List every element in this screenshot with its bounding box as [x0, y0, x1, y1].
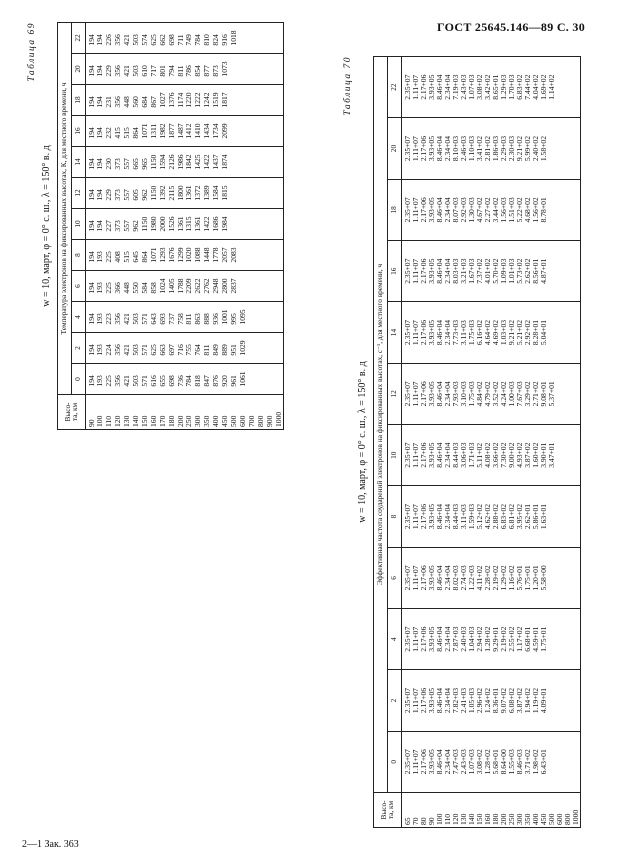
table-69 — [28, 22, 284, 430]
column-header: 18 — [71, 85, 85, 116]
data-column: 194 194 227 373 557 962 1150 1980 2000 1526 1361 1315 1361 1422 1686 1984 — [86, 216, 230, 232]
column-header: 10 — [71, 209, 85, 240]
data-column: 2.35+07 1.11+07 2.17+06 3.93+05 8.46+04 2.34+04 7.87+03 2.40+03 1.04+03 2.94+02 1.28+02 9.29+01 2.19+02 2.55+02 1.17+02 6.68+01 4.59+01 1.75+01 — [402, 626, 548, 652]
height-header: Высо- та, км — [373, 793, 401, 828]
column-header: 4 — [387, 609, 401, 670]
column-header: 12 — [387, 363, 401, 424]
data-column: 2.35+07 1.11+07 2.17+06 3.93+05 8.46+04 2.34+04 7.73+03 3.11+03 1.75+03 6.16+02 4.64+02 4.69+02 1.03+03 9.21+02 5.21+02 2.92+02 8.28+01 5.04+01 — [402, 319, 548, 346]
table-title: w = 10, март, φ = 0° с. ш., λ = 150° в. д — [356, 361, 368, 523]
column-header: 4 — [71, 302, 85, 333]
column-header: 22 — [387, 57, 401, 118]
data-column: 194 193 225 366 448 550 584 858 1024 1405 1788 2209 2622 2762 2948 2800 2837 — [86, 278, 238, 294]
table-caption: Таблица 69 — [27, 22, 37, 82]
column-header: 12 — [71, 178, 85, 209]
data-column: 194 193 224 356 421 503 571 625 663 697 716 755 764 811 849 889 951 1029 — [86, 340, 247, 356]
column-header: 18 — [387, 179, 401, 240]
column-header: 6 — [387, 547, 401, 608]
data-column: 2.35+07 1.11+07 2.17+06 3.93+05 8.46+04 2.34+04 7.93+03 3.10+03 1.75+03 4.84+02 4.79+02 3.52+02 4.24+02 1.00+03 7.67+03 3.29+02 2.71+02 9.08+01 5.37+01 — [402, 381, 556, 407]
column-header: 22 — [71, 23, 85, 54]
column-header: 2 — [71, 333, 85, 364]
page-footer: 2—1 Зак. 363 — [22, 839, 79, 850]
table-row — [85, 23, 284, 430]
data-column: 2.35+07 1.11+07 2.17+06 3.93+05 8.46+04 2.34+04 8.07+03 2.92+03 1.30+03 4.67+02 2.27+02 3.44+02 1.56+03 1.51+03 5.22+02 4.68+02 1.56+02 8.78+01 — [402, 197, 548, 223]
column-header: 14 — [71, 147, 85, 178]
data-column: 2.35+07 1.11+07 2.17+06 3.93+05 8.46+04 2.34+04 7.19+03 2.43+03 1.07+03 3.08+02 3.42+02 8.65+01 1.29+03 1.70+03 6.83+02 7.44+02 4.04+02 1.69+02 1.14+02 — [402, 74, 556, 100]
data-column: 194 194 229 373 557 605 962 1150 1392 2115 1800 1361 1372 1389 1584 1815 — [86, 185, 230, 201]
data-column: 194 193 223 356 421 503 571 643 693 737 758 811 863 888 936 1001 995 1095 — [86, 309, 247, 325]
column-header: 16 — [387, 241, 401, 302]
data-column: 194 194 232 415 515 864 1071 1311 1982 1877 1487 1412 1410 1434 1734 2099 — [86, 123, 230, 139]
data-column: 194 194 230 373 557 665 965 1150 1594 2126 1986 1842 1425 1422 1437 1874 — [86, 154, 230, 170]
data-table — [373, 56, 581, 828]
data-column: 194 193 225 356 421 503 571 616 655 698 736 784 818 847 876 920 961 1061 — [86, 371, 247, 387]
data-column: 2.35+07 1.11+07 2.17+06 3.93+05 8.46+04 2.34+04 8.03+03 3.21+03 1.67+03 7.37+02 4.01+02 5.70+02 1.09+03 1.01+03 5.73+02 2.62+02 8.56+01 4.87+01 — [402, 258, 548, 284]
data-column: 2.35+07 1.11+07 2.17+06 3.93+05 8.46+04 2.34+04 8.10+03 2.46+03 1.10+03 3.41+02 2.81+02 1.86+03 2.29+03 2.30+03 9.21+02 5.99+02 2.40+02 1.58+02 — [402, 135, 548, 162]
column-header: 0 — [71, 364, 85, 395]
group-header: Температура электронов на фиксированных высотах, К, для местного времени, ч — [57, 23, 71, 395]
data-column: 194 194 231 356 448 560 684 867 1027 1376 1174 1220 1222 1242 1519 1817 — [86, 92, 230, 108]
data-column: 194 193 225 408 515 645 864 1071 1293 1676 1299 1020 1088 1448 1778 2057 2083 — [86, 247, 238, 263]
data-column: 194 194 229 356 421 503 610 717 801 794 811 786 854 877 873 1073 — [86, 61, 230, 77]
data-table — [57, 22, 285, 430]
column-header: 10 — [387, 425, 401, 486]
table-row — [401, 57, 580, 828]
table-title: w = 10, март, φ = 0° с. ш., λ = 150° в. д — [40, 145, 52, 307]
column-header: 8 — [71, 240, 85, 271]
data-column: 2.35+07 1.11+07 2.17+06 3.93+05 8.46+04 2.34+04 8.44+03 3.11+03 1.59+03 5.12+02 4.62+02 2.88+02 6.83+02 6.81+02 3.95+02 2.62+01 5.86+01 1.63+01 — [402, 503, 548, 530]
data-column: 194 194 226 356 421 503 574 625 662 698 711 749 784 810 824 916 1018 — [86, 30, 238, 46]
height-values: 90 100 110 120 130 140 150 160 170 180 200 250 300 350 400 450 500 600 700 800 900 1000 — [86, 411, 283, 427]
data-column: 2.35+07 1.11+07 2.17+06 3.93+05 8.46+04 2.34+04 8.44+03 3.06+03 1.71+03 5.11+02 4.08+02 3.66+02 7.30+02 9.00+02 4.93+02 3.87+02 1.60+02 3.90+01 3.47+01 — [402, 442, 556, 468]
column-header: 20 — [387, 118, 401, 179]
table-caption: Таблица 70 — [343, 56, 353, 116]
column-header: 8 — [387, 486, 401, 547]
column-header: 14 — [387, 302, 401, 363]
table-70 — [344, 56, 581, 828]
column-header: 2 — [387, 670, 401, 731]
height-values: 65 70 80 90 100 110 120 130 140 150 160 180 200 250 300 350 400 450 500 600 800 1000 — [402, 809, 580, 825]
data-column: 2.35+07 1.11+07 2.17+06 3.93+05 8.46+04 2.34+04 8.02+03 2.74+03 1.22+03 4.11+02 2.28+02 2.19+02 1.29+02 1.16+02 5.76+01 1.75+01 1.20+01 5.58+00 — [402, 565, 548, 591]
page-header: ГОСТ 25645.146—89 С. 30 — [436, 20, 585, 34]
data-column: 2.35+07 1.11+07 2.17+06 3.93+05 8.46+04 2.34+04 7.47+03 2.43+03 1.07+03 3.08+02 1.28+02 5.68+01 8.64+00 1.55+03 8.46+03 3.71+02 1.98+02 6.43+01 — [402, 749, 548, 775]
data-column: 2.35+07 1.11+07 2.17+06 3.93+05 8.46+04 2.34+04 7.82+03 2.41+03 1.05+03 2.96+02 1.24+02 8.36+01 9.07+02 6.08+02 3.87+02 1.94+02 1.19+02 4.09+01 — [402, 687, 548, 714]
height-header: Высо- та, км — [57, 395, 85, 430]
column-header: 20 — [71, 54, 85, 85]
column-header: 0 — [387, 731, 401, 792]
group-header: Эффективная частота соударений электронов на фиксированных высотах, с⁻¹, для местного времени, ч — [373, 57, 387, 793]
column-header: 16 — [71, 116, 85, 147]
column-header: 6 — [71, 271, 85, 302]
